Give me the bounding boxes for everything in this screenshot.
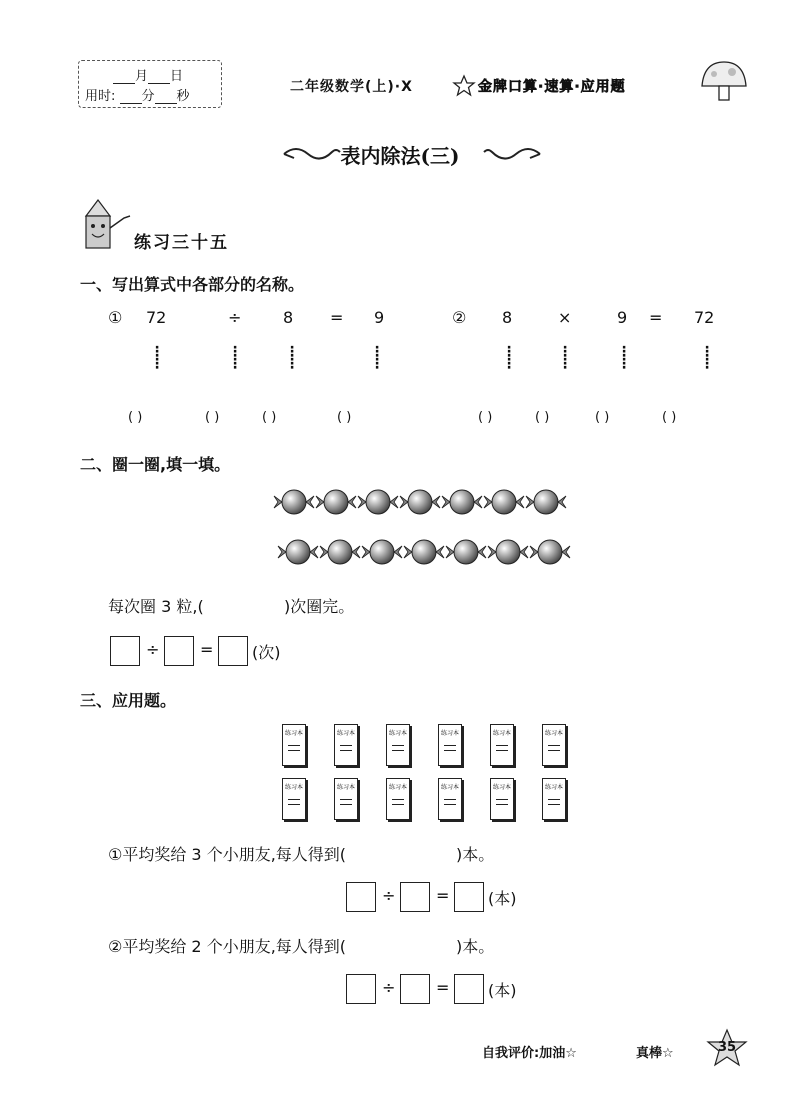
exercise-book-icon: [542, 778, 566, 820]
dot-leader: ⋮ ⋮: [558, 344, 572, 372]
eq2-factor2: 9: [617, 308, 628, 327]
exercise-book-icon: [334, 724, 358, 766]
question2-start: ②平均奖给 2 个小朋友,每人得到(: [108, 937, 347, 956]
series-label: 金牌口算·速算·应用题: [478, 79, 626, 95]
answer-box[interactable]: [454, 974, 484, 1004]
pencil-mascot-icon: [78, 198, 134, 254]
exercise-book-icon: [386, 778, 410, 820]
book-label: 练习本: [388, 730, 407, 737]
candy-icon[interactable]: [446, 540, 486, 564]
question1-end: )本。: [456, 845, 495, 864]
exercise-book-icon: [490, 778, 514, 820]
equals-sign: =: [436, 886, 450, 905]
answer-box[interactable]: [346, 974, 376, 1004]
answer-box[interactable]: [346, 882, 376, 912]
lesson-title: 练习三十五: [134, 233, 229, 253]
eq2-equals: =: [649, 308, 663, 327]
exercise-book-icon: [282, 724, 306, 766]
candy-icon[interactable]: [442, 490, 482, 514]
grade-label: 二年级数学(上)·X: [290, 79, 413, 95]
time-record-box: 月 日 用时: 分 秒: [78, 60, 222, 108]
answer-box[interactable]: [400, 974, 430, 1004]
candy-icon[interactable]: [358, 490, 398, 514]
eq1-equals: =: [330, 308, 344, 327]
answer-blank[interactable]: ( ): [205, 410, 220, 425]
exercise-book-icon: [490, 724, 514, 766]
candy-icon[interactable]: [400, 490, 440, 514]
question2-end: )本。: [456, 937, 495, 956]
eq1-quotient: 9: [374, 308, 385, 327]
circle-sentence-start: 每次圈 3 粒,(: [108, 597, 204, 616]
divide-sign: ÷: [382, 978, 396, 997]
dot-leader: ⋮ ⋮: [150, 344, 164, 372]
book-label: 练习本: [544, 784, 563, 791]
eq2-times-sign: ×: [558, 308, 572, 327]
dot-leader: ⋮ ⋮: [285, 344, 299, 372]
equals-sign: =: [436, 978, 450, 997]
answer-blank[interactable]: ( ): [595, 410, 610, 425]
book-label: 练习本: [336, 730, 355, 737]
answer-blank[interactable]: ( ): [337, 410, 352, 425]
candy-icon[interactable]: [362, 540, 402, 564]
exercise-book-icon: [542, 724, 566, 766]
answer-blank[interactable]: ( ): [128, 410, 143, 425]
answer-blank[interactable]: ( ): [662, 410, 677, 425]
candy-icon[interactable]: [488, 540, 528, 564]
divide-sign: ÷: [146, 640, 160, 659]
book-label: 练习本: [336, 784, 355, 791]
eq2-product: 72: [694, 308, 715, 327]
mushroom-icon: [698, 58, 750, 104]
candy-icon[interactable]: [274, 490, 314, 514]
answer-box[interactable]: [400, 882, 430, 912]
candy-icon[interactable]: [526, 490, 566, 514]
divide-sign: ÷: [382, 886, 396, 905]
candy-icon[interactable]: [278, 540, 318, 564]
eq1-number: ①: [108, 308, 123, 327]
book-label: 练习本: [284, 784, 303, 791]
dot-leader: ⋮ ⋮: [617, 344, 631, 372]
answer-blank[interactable]: ( ): [262, 410, 277, 425]
answer-box[interactable]: [110, 636, 140, 666]
answer-blank[interactable]: ( ): [478, 410, 493, 425]
answer-box[interactable]: [164, 636, 194, 666]
self-evaluation-label: 自我评价:加油☆: [482, 1046, 577, 1061]
eq2-number: ②: [452, 308, 467, 327]
answer-box[interactable]: [218, 636, 248, 666]
section2-heading: 二、圈一圈,填一填。: [80, 455, 231, 474]
book-label: 练习本: [440, 784, 459, 791]
section1-heading: 一、写出算式中各部分的名称。: [80, 275, 305, 294]
question1-start: ①平均奖给 3 个小朋友,每人得到(: [108, 845, 347, 864]
dot-leader: ⋮ ⋮: [502, 344, 516, 372]
section3-heading: 三、应用题。: [80, 691, 177, 710]
great-label: 真棒☆: [636, 1046, 674, 1061]
exercise-book-icon: [334, 778, 358, 820]
book-label: 练习本: [284, 730, 303, 737]
exercise-book-icon: [282, 778, 306, 820]
circle-sentence-end: )次圈完。: [284, 597, 355, 616]
dot-leader: ⋮ ⋮: [228, 344, 242, 372]
equals-sign: =: [200, 640, 214, 659]
eq1-dividend: 72: [146, 308, 167, 327]
book-label: 练习本: [492, 784, 511, 791]
book-grid: [282, 724, 582, 828]
exercise-book-icon: [438, 724, 462, 766]
exercise-book-icon: [386, 724, 410, 766]
book-label: 练习本: [440, 730, 459, 737]
answer-box[interactable]: [454, 882, 484, 912]
dot-leader: ⋮ ⋮: [370, 344, 384, 372]
page-number: 35: [718, 1040, 737, 1055]
eq1-divisor: 8: [283, 308, 294, 327]
candy-icon[interactable]: [320, 540, 360, 564]
candy-grid: [270, 482, 580, 580]
answer-blank[interactable]: ( ): [535, 410, 550, 425]
book-label: 练习本: [388, 784, 407, 791]
star-icon: [452, 74, 476, 98]
eq1-divide-sign: ÷: [228, 308, 242, 327]
candy-icon[interactable]: [484, 490, 524, 514]
candy-icon[interactable]: [404, 540, 444, 564]
eq2-factor1: 8: [502, 308, 513, 327]
dot-leader: ⋮ ⋮: [700, 344, 714, 372]
unit-label: (本): [488, 889, 517, 908]
book-label: 练习本: [492, 730, 511, 737]
exercise-book-icon: [438, 778, 462, 820]
candy-icon[interactable]: [316, 490, 356, 514]
page-title: 表内除法(三): [340, 144, 460, 168]
right-ornament-icon: [482, 144, 542, 164]
book-label: 练习本: [544, 730, 563, 737]
unit-label: (次): [252, 643, 281, 662]
unit-label: (本): [488, 981, 517, 1000]
candy-icon[interactable]: [530, 540, 570, 564]
